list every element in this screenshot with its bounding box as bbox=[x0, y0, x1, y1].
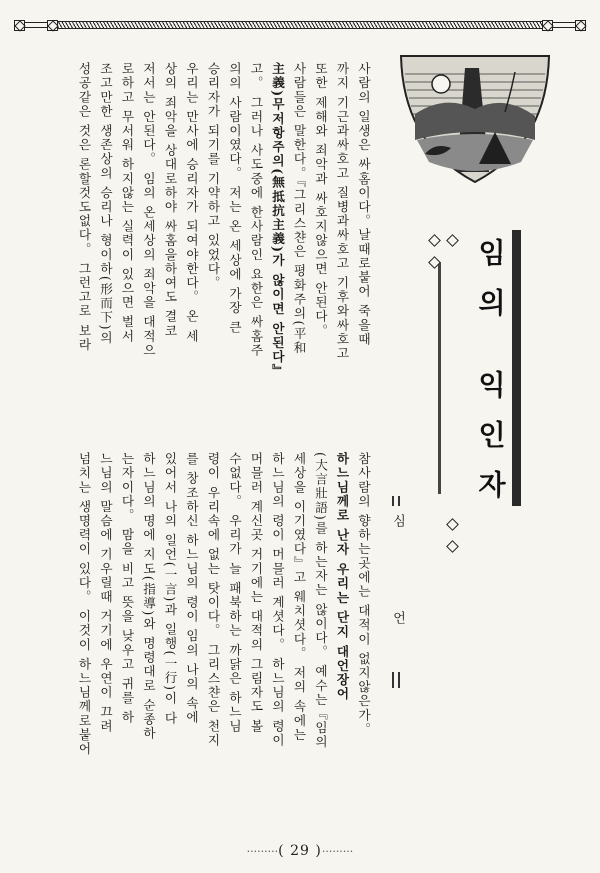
author-rule-bottom bbox=[392, 672, 400, 688]
text-column: 또한 제해와 죄악과 싸호지않으면 안된다。 bbox=[313, 62, 328, 338]
page-number-leader: ········· bbox=[246, 845, 279, 858]
text-column: 는자이다。 맘을 비고 뜻을 낮우고 귀를 하 bbox=[119, 452, 135, 725]
ornament-square-icon bbox=[542, 20, 553, 31]
article-title: 임의 익인자 bbox=[474, 238, 507, 520]
text-column: 하느님의 명에 지도(指導)와 명령대로 순종하 bbox=[141, 452, 156, 741]
text-column: 까지 기근과싸호고 질병과싸호고 기후와싸호고 bbox=[334, 62, 350, 361]
page-number: ·········( 29 )········· bbox=[246, 843, 354, 859]
text-column: 느님의 말슴에 기우릴때 거기에 우연이 끄려 bbox=[98, 452, 113, 734]
text-column: 하느님께로 난자 우리는 단지 대언장어 bbox=[334, 452, 350, 702]
page-number-value: 29 bbox=[290, 843, 310, 859]
text-column: 主義)무저항주의(無抵抗主義)가 않이면 안된다』 bbox=[270, 62, 285, 379]
text-column: 세상을 이기였다』고 웨치셧다。 저의 속에는 bbox=[291, 452, 307, 742]
author-rule-top bbox=[392, 496, 400, 506]
text-column: 저서는 안된다。 임의 온세상의 죄악을 대적으 bbox=[141, 62, 156, 358]
ornament-rule bbox=[553, 22, 575, 28]
text-column: 하느님의 령이 머믈러 계셧다。 하느님의 령이 bbox=[270, 452, 285, 748]
text-column: 의의 사람이였다。 저는 온 세상에 가장 큰 bbox=[227, 62, 242, 335]
page-number-leader: ········· bbox=[321, 845, 354, 858]
text-column: 수없다。 우리가 늘 패북하는 까닭은 하느님 bbox=[227, 452, 242, 734]
text-column: 우리는 만사에 승리자가 되여야한다。 온 세 bbox=[184, 62, 199, 344]
text-column: 상의 죄악을 상대로하야 싸홈을하여도 결코 bbox=[162, 62, 178, 338]
diamond-icon bbox=[446, 518, 459, 531]
vignette-illustration bbox=[395, 54, 555, 186]
text-column: 있어서 나의 일언(一言)과 일행(一行)이 다 bbox=[162, 452, 178, 726]
text-column: 사람들은 말한다。『그리스챤은 평화주의(平和 bbox=[291, 62, 307, 356]
author-name: 심 언 bbox=[390, 514, 405, 665]
text-column: 고。 그러나 사도중에 한사람인 요한은 싸홈주 bbox=[248, 62, 264, 358]
text-column: 성공같은 것은 론할것도없다。 그런고로 보라 bbox=[76, 62, 92, 352]
ornament-square-icon bbox=[14, 20, 25, 31]
text-column: 령이 우리속에 없는 탓이다。 그리스챤은 천지 bbox=[205, 452, 221, 748]
text-column: 승리자가 되기를 기약하고 있었다。 bbox=[205, 62, 221, 291]
text-column: 조고만한 생존상의 승리나 형이하(形而下)의 bbox=[98, 62, 113, 346]
text-column: 사람의 일생은 싸홈이다。날때로붙어 죽을때 bbox=[356, 62, 371, 347]
text-column: 로하고 무서워 하지않는 실력이 있으면 벌서 bbox=[119, 62, 135, 344]
diamond-icon bbox=[446, 234, 459, 247]
diamond-icon bbox=[446, 540, 459, 553]
ornament-rule bbox=[25, 22, 47, 28]
ornament-square-icon bbox=[575, 20, 586, 31]
text-column: 넘치는 생명력이 있다。 이것이 하느님께로붙어 bbox=[76, 452, 92, 757]
text-column: (大言壯語)를 하는자는 않이다。 예수는『임의 bbox=[313, 452, 328, 750]
ornament-square-icon bbox=[47, 20, 58, 31]
text-column: 참사람의 향하는곳에는 대적이 없지않은가。 bbox=[356, 452, 371, 737]
text-column: 머믈러 계신곳 거기에는 대적의 그림자도 볼 bbox=[248, 452, 264, 734]
title-rule-thin bbox=[438, 262, 441, 494]
ornament-hatch-band bbox=[58, 21, 542, 29]
diamond-icon bbox=[428, 234, 441, 247]
title-rule-thick bbox=[512, 230, 521, 506]
top-ornament-border bbox=[14, 18, 586, 32]
text-column: 를 창조하신 하느님의 령이 임의 나의 속에 bbox=[184, 452, 199, 725]
